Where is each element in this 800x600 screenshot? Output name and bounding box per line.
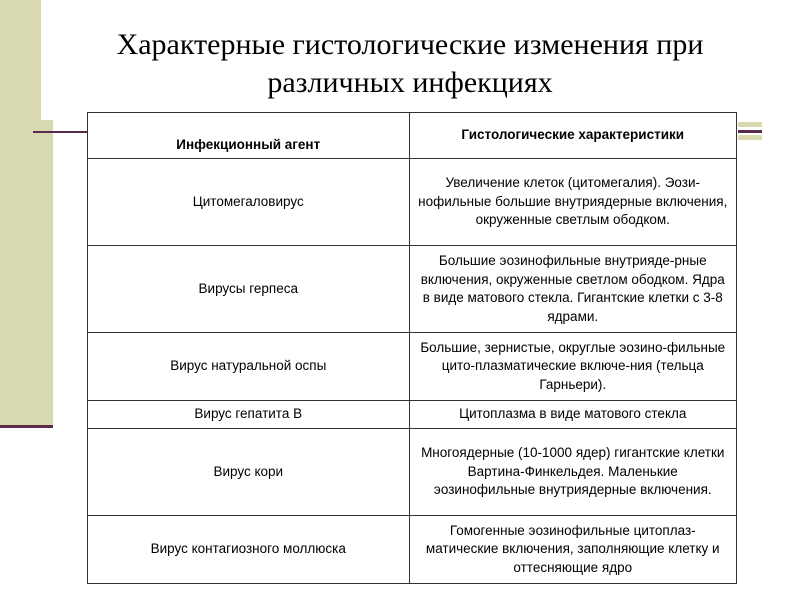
decorative-stripes-right	[738, 122, 762, 140]
decorative-bar-left-inner	[41, 120, 53, 426]
cell-features: Увеличение клеток (цитомегалия). Эози-нофильные большие внутриядерные включения, окруженные светлым ободком.	[409, 159, 737, 246]
cell-features: Гомогенные эозинофильные цитоплаз-матические включения, заполняющие клетку и оттесняющие ядро	[409, 516, 737, 584]
cell-agent: Вирус контагиозного моллюска	[88, 516, 410, 584]
cell-agent: Вирусы герпеса	[88, 246, 410, 333]
decorative-bar-left	[0, 0, 41, 426]
cell-features: Большие эозинофильные внутрияде-рные включения, окруженные светлом ободком. Ядра в виде матового стекла. Гигантские клетки с 3-8 ядрами.	[409, 246, 737, 333]
cell-features: Цитоплазма в виде матового стекла	[409, 401, 737, 429]
cell-agent: Вирус кори	[88, 429, 410, 516]
slide-title-line1: Характерные гистологические изменения при	[116, 28, 704, 61]
histology-table	[87, 112, 737, 584]
cell-agent: Цитомегаловирус	[88, 159, 410, 246]
header-histological-features: Гистологические характеристики	[409, 113, 737, 159]
decorative-line-top-left	[33, 131, 88, 133]
cell-agent: Вирус натуральной оспы	[88, 333, 410, 401]
cell-features: Многоядерные (10-1000 ядер) гигантские клетки Вартина-Финкельдея. Маленькие эозинофильные внутриядерные включения.	[409, 429, 737, 516]
table-row	[88, 333, 737, 401]
slide-title	[60, 26, 760, 102]
header-infectious-agent: Инфекционный агент	[88, 113, 410, 159]
table-row	[88, 429, 737, 516]
table-row	[88, 246, 737, 333]
table-header-row	[88, 113, 737, 159]
decorative-line-bottom-left	[0, 425, 53, 428]
slide-title-line2: различных инфекциях	[267, 66, 553, 99]
table-row	[88, 401, 737, 429]
cell-features: Большие, зернистые, округлые эозино-фильные цито-плазматические включе-ния (тельца Гарньери).	[409, 333, 737, 401]
table-row	[88, 159, 737, 246]
table-row	[88, 516, 737, 584]
cell-agent: Вирус гепатита В	[88, 401, 410, 429]
